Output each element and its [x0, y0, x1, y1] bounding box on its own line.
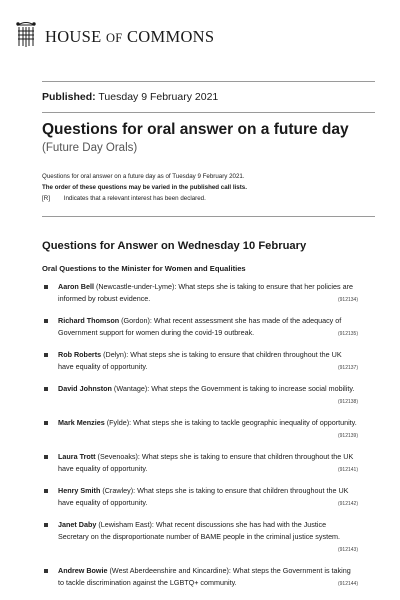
- member-name: Andrew Bowie: [58, 566, 108, 575]
- member-constituency: (Crawley):: [102, 486, 136, 495]
- question-item: [42, 417, 358, 443]
- question-text: What recent discussions she has had with the Justice Secretary on the disproportionate number of BAME people in the criminal justice system.: [58, 520, 341, 541]
- intro-block: [42, 171, 342, 204]
- question-text: What steps she is taking to ensure that children throughout the UK have equality of opportunity.: [58, 452, 354, 473]
- question-reference: (912139): [337, 433, 358, 439]
- member-name: Mark Menzies: [58, 418, 105, 427]
- brand-commons: COMMONS: [126, 27, 215, 46]
- published-label: Published:: [42, 91, 96, 103]
- page-subtitle: (Future Day Orals): [42, 142, 138, 154]
- member-name: Rob Roberts: [58, 350, 102, 359]
- published-line: [42, 91, 218, 103]
- question-item: [42, 349, 358, 375]
- brand-of: OF: [105, 31, 123, 45]
- top-divider: [42, 81, 375, 82]
- question-item: [42, 383, 358, 409]
- question-text: What steps she is taking to tackle geographic inequality of opportunity.: [133, 418, 357, 427]
- question-reference: (912134): [337, 297, 358, 303]
- member-constituency: (Gordon):: [121, 316, 152, 325]
- question-text: What recent assessment she has made of the adequacy of Government support for women during the covid-19 outbreak.: [58, 316, 342, 337]
- interest-description: Indicates that a relevant interest has been declared.: [63, 195, 206, 202]
- question-item: [42, 315, 358, 341]
- section-subheading: Oral Questions to the Minister for Women and Equalities: [42, 264, 246, 273]
- published-date: Tuesday 9 February 2021: [98, 91, 219, 103]
- member-name: David Johnston: [58, 384, 112, 393]
- square-bullet-icon: [44, 569, 48, 573]
- intro-line-2: The order of these questions may be varied in the published call lists.: [42, 184, 247, 191]
- section-heading: Questions for Answer on Wednesday 10 February: [42, 240, 307, 252]
- square-bullet-icon: [44, 523, 48, 527]
- question-reference: (912137): [337, 365, 358, 371]
- member-constituency: (Wantage):: [113, 384, 150, 393]
- question-reference: (912138): [337, 399, 358, 405]
- member-name: Aaron Bell: [58, 282, 94, 291]
- question-item: [42, 451, 358, 477]
- square-bullet-icon: [44, 387, 48, 391]
- question-text: What steps the Government is taking to increase social mobility.: [151, 384, 355, 393]
- square-bullet-icon: [44, 421, 48, 425]
- question-item: [42, 485, 358, 511]
- question-reference: (912144): [337, 581, 358, 587]
- question-text: What steps she is taking to ensure that children throughout the UK have equality of opportunity.: [58, 350, 342, 371]
- question-item: [42, 281, 358, 307]
- member-constituency: (Delyn):: [103, 350, 129, 359]
- member-constituency: (Lewisham East):: [98, 520, 154, 529]
- question-reference: (912143): [337, 547, 358, 553]
- member-constituency: (Sevenoaks):: [97, 452, 140, 461]
- question-text: What steps she is taking to ensure that her policies are informed by robust evidence.: [58, 282, 353, 303]
- member-name: Henry Smith: [58, 486, 101, 495]
- square-bullet-icon: [44, 455, 48, 459]
- portcullis-logo-icon: [15, 20, 37, 48]
- question-list: [42, 281, 358, 599]
- published-divider: [42, 112, 375, 113]
- square-bullet-icon: [44, 319, 48, 323]
- square-bullet-icon: [44, 489, 48, 493]
- square-bullet-icon: [44, 285, 48, 289]
- question-text: What steps the Government is taking to tackle discrimination against the LGBTQ+ community.: [58, 566, 351, 587]
- page-header: [15, 20, 385, 54]
- square-bullet-icon: [44, 353, 48, 357]
- intro-line-3: [42, 193, 342, 204]
- intro-line-1: Questions for oral answer on a future day as of Tuesday 9 February 2021.: [42, 173, 245, 180]
- member-name: Laura Trott: [58, 452, 96, 461]
- member-name: Richard Thomson: [58, 316, 120, 325]
- member-constituency: (Newcastle-under-Lyme):: [95, 282, 177, 291]
- question-item: [42, 519, 358, 557]
- member-constituency: (Fylde):: [106, 418, 132, 427]
- question-text: What steps she is taking to ensure that children throughout the UK have equality of opportunity.: [58, 486, 349, 507]
- page-title: Questions for oral answer on a future day: [42, 121, 349, 138]
- brand-house: HOUSE: [45, 27, 102, 46]
- member-name: Janet Daby: [58, 520, 97, 529]
- interest-code: [R]: [42, 195, 50, 202]
- question-reference: (912135): [337, 331, 358, 337]
- intro-divider: [42, 216, 375, 217]
- question-reference: (912142): [337, 501, 358, 507]
- question-reference: (912141): [337, 467, 358, 473]
- question-item: [42, 565, 358, 591]
- member-constituency: (West Aberdeenshire and Kincardine):: [109, 566, 231, 575]
- brand-wordmark: [45, 27, 214, 47]
